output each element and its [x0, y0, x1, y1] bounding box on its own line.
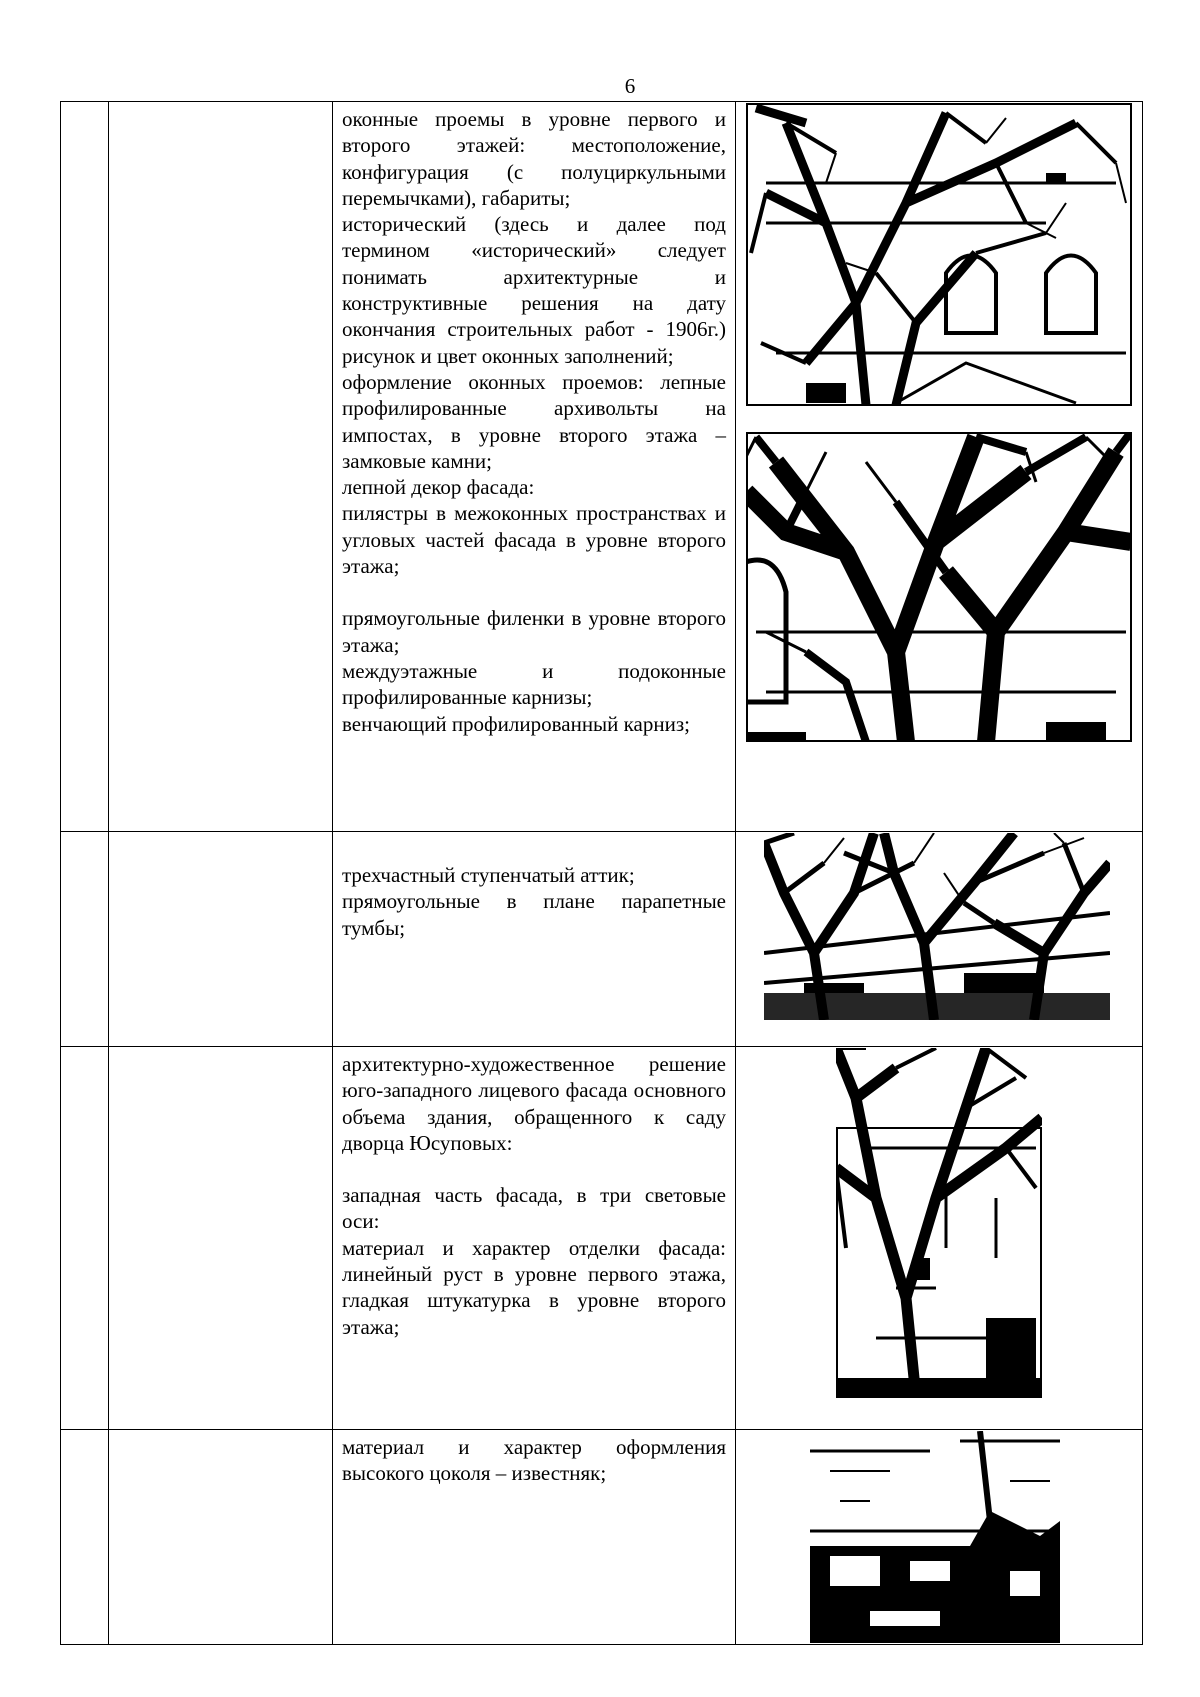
table-row [61, 1047, 1143, 1430]
object-cell [109, 1430, 333, 1645]
photo-cell [736, 1430, 1143, 1645]
table-row [61, 102, 1143, 832]
photo-cell [736, 1047, 1143, 1430]
object-cell [109, 102, 333, 832]
trees-facade-photo [746, 432, 1132, 742]
object-cell [109, 1047, 333, 1430]
paragraph: западная часть фасада, в три световые оси: [342, 1183, 726, 1234]
paragraph: трехчастный ступенчатый аттик; [342, 863, 635, 887]
paragraph: материал и характер отделки фасада: линейный руст в уровне первого этажа, гладкая штукатурка в уровне второго этажа; [342, 1235, 726, 1339]
paragraph: оформление оконных проемов: лепные профилированные архивольты на импостах, в уровне второго этажа – замковые камни; [342, 369, 726, 473]
number-cell [61, 832, 109, 1047]
paragraph: лепной декор фасада: [342, 475, 535, 500]
facade-windows-photo [746, 103, 1132, 406]
paragraph: оконные проемы в уровне первого и второго этажей: местоположение, конфигурация (с полуциркульными перемычками), габариты; [342, 107, 726, 210]
photo-cell [736, 102, 1143, 832]
paragraph: архитектурно-художественное решение юго-западного лицевого фасада основного объема здания, обращенного к саду дворца Юсуповых: [342, 1052, 726, 1155]
description-cell [333, 1430, 736, 1645]
southwest-facade-photo [836, 1048, 1042, 1398]
paragraph: прямоугольные в плане парапетные тумбы; [342, 889, 726, 940]
paragraph: прямоугольные филенки в уровне второго этажа; [342, 606, 726, 657]
description-cell [333, 1047, 736, 1430]
object-cell [109, 832, 333, 1047]
number-cell [61, 1430, 109, 1645]
paragraph: пилястры в межоконных пространствах и угловых частей фасада в уровне второго этажа; [342, 501, 726, 579]
description-cell [333, 832, 736, 1047]
description-cell [333, 102, 736, 832]
plinth-photo [810, 1431, 1060, 1643]
heritage-table [60, 101, 1143, 1645]
paragraph: исторический (здесь и далее под термином «исторический» следует понимать архитектурные и конструктивные решения на дату окончания строительных работ - 1906г.) рисунок и цвет оконных заполнений; [342, 212, 726, 368]
table-row [61, 1430, 1143, 1645]
paragraph: венчающий профилированный карниз; [342, 711, 690, 736]
paragraph: материал и характер оформления высокого цоколя – известняк; [342, 1435, 726, 1486]
photo-cell [736, 832, 1143, 1047]
table-row [61, 832, 1143, 1047]
number-cell [61, 102, 109, 832]
number-cell [61, 1047, 109, 1430]
paragraph: междуэтажные и подоконные профилированные карнизы; [342, 658, 726, 710]
page-number: 6 [624, 74, 636, 98]
attic-trees-photo [764, 833, 1110, 1020]
